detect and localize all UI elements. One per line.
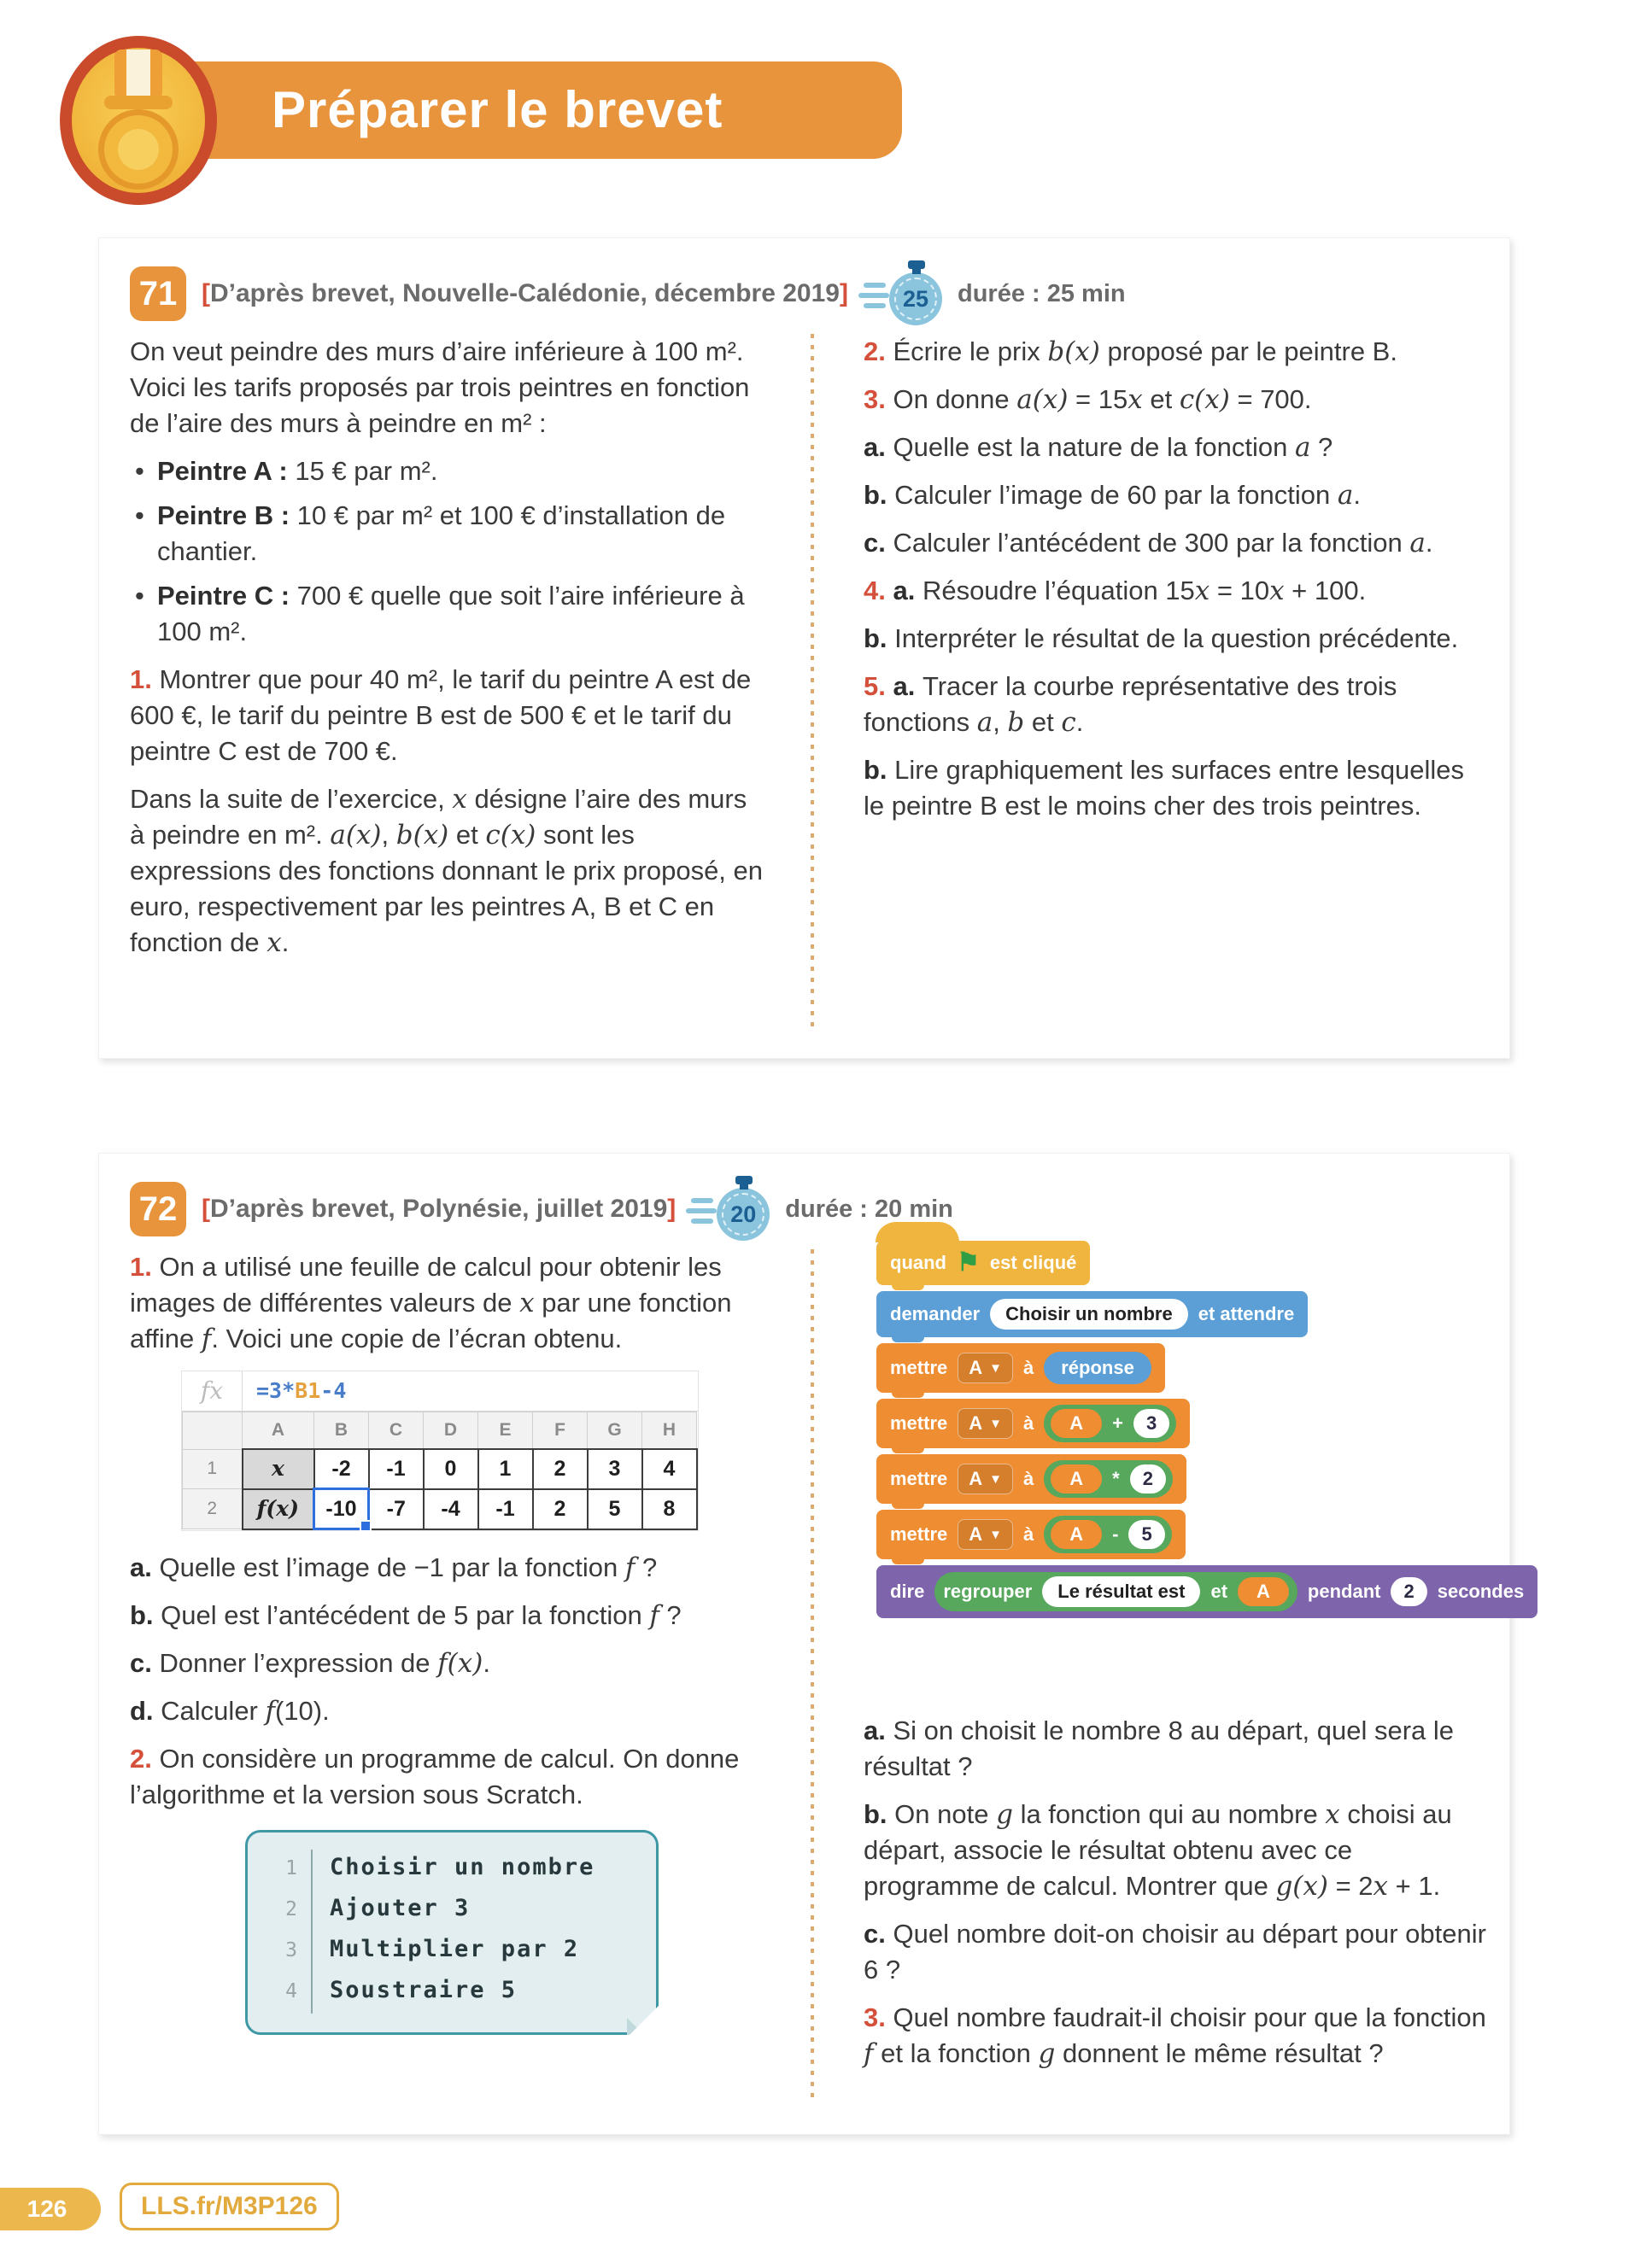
exercise-71-header <box>130 260 1126 327</box>
cell: 8 <box>642 1489 697 1529</box>
question-b: b. Quel est l’antécédent de 5 par la fonction f ? <box>130 1600 682 1631</box>
row-label: f(x) <box>243 1489 314 1529</box>
scratch-set-variable-block <box>876 1399 1190 1448</box>
exercise-71-right-column <box>864 334 1491 836</box>
number-input: 5 <box>1128 1520 1164 1549</box>
scratch-set-variable-block <box>876 1454 1186 1504</box>
column-header: F <box>533 1412 588 1450</box>
stopwatch-stem <box>912 268 921 274</box>
row-number: 1 <box>183 1449 243 1489</box>
block-label: et <box>1210 1581 1228 1602</box>
column-header: E <box>478 1412 533 1450</box>
chevron-down-icon: ▼ <box>989 1527 1002 1542</box>
number-input: 3 <box>1133 1409 1169 1438</box>
block-label: à <box>1023 1468 1034 1489</box>
cell: -1 <box>478 1489 533 1529</box>
question-2: 2. On considère un programme de calcul. On donne l’algorithme et la version sous Scratch. <box>130 1744 740 1809</box>
block-label: à <box>1023 1357 1034 1378</box>
scratch-set-variable-block <box>876 1510 1186 1559</box>
number-input: 2 <box>1130 1464 1166 1493</box>
page-fold <box>630 2006 659 2035</box>
variable-oval: A <box>1051 1464 1102 1493</box>
column-header: D <box>424 1412 478 1450</box>
cell: 1 <box>478 1449 533 1489</box>
row-label: x <box>243 1449 314 1489</box>
question-3c: c. Calculer l’antécédent de 300 par la fonction a. <box>864 528 1433 558</box>
operator-symbol: * <box>1112 1468 1120 1489</box>
line-divider <box>311 1891 313 1932</box>
cell: -4 <box>424 1489 478 1529</box>
line-number: 4 <box>285 1980 297 2002</box>
algorithm-line <box>248 1891 656 1932</box>
stopwatch-speedline <box>858 293 889 298</box>
question-b: b. On note g la fonction qui au nombre x choisi au départ, associe le résultat obtenu avec ce programme de calcul. Montrer que g(x) = 2x + 1. <box>864 1799 1452 1902</box>
cell: -2 <box>314 1449 369 1489</box>
exercise-source: [D’après brevet, Polynésie, juillet 2019] <box>202 1195 676 1223</box>
question-4b: b. Interpréter le résultat de la question précédente. <box>864 623 1459 653</box>
question-1: 1. On a utilisé une feuille de calcul pour obtenir les images de différentes valeurs de x par une fonction affine f. Voici une copie de l’écran obtenu. <box>130 1252 732 1354</box>
stopwatch-icon <box>864 260 942 327</box>
line-divider <box>311 1932 313 1973</box>
block-label: dire <box>890 1581 925 1602</box>
chevron-down-icon: ▼ <box>989 1471 1002 1487</box>
corner-cell <box>183 1412 243 1450</box>
block-label: à <box>1023 1412 1034 1434</box>
list-item: • Peintre C : 700 € quelle que soit l’aire inférieure à 100 m². <box>130 578 766 650</box>
cell: 5 <box>588 1489 642 1529</box>
cell: 2 <box>533 1449 588 1489</box>
cell: 2 <box>533 1489 588 1529</box>
spreadsheet-grid <box>182 1412 698 1530</box>
block-label: regrouper <box>943 1581 1033 1602</box>
block-label: mettre <box>890 1357 948 1378</box>
cell: 0 <box>424 1449 478 1489</box>
medal-loop <box>104 96 173 109</box>
exercise-72-card <box>98 1153 1525 2135</box>
variable-dropdown <box>958 1519 1013 1550</box>
table-row <box>183 1489 697 1529</box>
question-1: 1. Montrer que pour 40 m², le tarif du peintre A est de 600 €, le tarif du peintre B est de 500 € et le tarif du peintre C est de 700 €. <box>130 664 752 766</box>
question-a: a. Si on choisit le nombre 8 au départ, quel sera le résultat ? <box>864 1716 1455 1781</box>
scratch-set-variable-block <box>876 1343 1165 1393</box>
row-number: 2 <box>183 1489 243 1529</box>
scratch-ask-block <box>876 1291 1308 1337</box>
medal-icon <box>60 36 217 205</box>
formula-bar <box>182 1371 698 1412</box>
line-number: 3 <box>285 1939 297 1961</box>
green-flag-icon: ⚑ <box>957 1248 980 1277</box>
cell: 4 <box>642 1449 697 1489</box>
chevron-down-icon: ▼ <box>989 1360 1002 1376</box>
exercise-number-badge: 72 <box>130 1182 186 1236</box>
page-resource-link[interactable]: LLS.fr/M3P126 <box>120 2183 339 2230</box>
operator-subtract <box>1044 1516 1171 1553</box>
operator-symbol: + <box>1112 1412 1123 1434</box>
list-item: • Peintre B : 10 € par m² et 100 € d’installation de chantier. <box>130 498 766 570</box>
page-number-badge: 126 <box>0 2188 101 2230</box>
stopwatch-dial <box>717 1188 770 1241</box>
question-d: d. Calculer f(10). <box>130 1696 330 1727</box>
spreadsheet-figure <box>181 1371 699 1531</box>
question-c: c. Donner l’expression de f(x). <box>130 1648 490 1679</box>
line-divider <box>311 1973 313 2014</box>
variable-oval: A <box>1051 1409 1102 1438</box>
stopwatch-minutes: 20 <box>730 1201 757 1227</box>
algorithm-step: Multiplier par 2 <box>330 1936 580 1962</box>
question-4a: 4. a. Résoudre l’équation 15x = 10x + 100. <box>864 576 1367 606</box>
block-label: quand <box>890 1252 946 1273</box>
cell: 3 <box>588 1449 642 1489</box>
duration-label: durée : 20 min <box>785 1195 953 1223</box>
operator-join <box>934 1572 1297 1611</box>
fx-icon: fx <box>182 1371 243 1411</box>
chevron-down-icon: ▼ <box>989 1416 1002 1431</box>
line-number: 1 <box>285 1857 297 1879</box>
block-label: mettre <box>890 1468 948 1489</box>
exercise-number-badge: 71 <box>130 266 186 321</box>
cell: -1 <box>369 1449 424 1489</box>
duration-label: durée : 25 min <box>957 279 1126 307</box>
table-row <box>183 1449 697 1489</box>
question-3b: b. Calculer l’image de 60 par la fonction a. <box>864 480 1361 511</box>
algorithm-line <box>248 1932 656 1973</box>
stopwatch-speedline <box>686 1208 717 1213</box>
stopwatch-speedline <box>691 1198 713 1203</box>
column-header: C <box>369 1412 424 1450</box>
ask-text-input: Choisir un nombre <box>990 1299 1188 1330</box>
stopwatch-stem <box>740 1184 748 1190</box>
operator-multiply <box>1044 1460 1173 1498</box>
column-divider <box>811 334 814 1028</box>
variable-dropdown <box>958 1353 1013 1383</box>
scratch-program-figure <box>876 1220 1538 1624</box>
column-header-row <box>183 1412 697 1450</box>
column-header: H <box>642 1412 697 1450</box>
block-label: et attendre <box>1198 1303 1295 1324</box>
variable-oval: A <box>1238 1577 1289 1606</box>
paragraph: On veut peindre des murs d’aire inférieure à 100 m². Voici les tarifs proposés par trois peintres en fonction de l’aire des murs à peindre en m² : <box>130 336 750 438</box>
block-label: pendant <box>1307 1581 1381 1602</box>
exercise-71-card <box>98 237 1510 1059</box>
variable-name: A <box>969 1523 983 1545</box>
cell: -7 <box>369 1489 424 1529</box>
algorithm-box <box>245 1830 659 2035</box>
scratch-when-flag-clicked-block <box>876 1241 1090 1285</box>
exercise-source: [D’après brevet, Nouvelle-Calédonie, décembre 2019] <box>202 279 848 307</box>
block-label: à <box>1023 1523 1034 1545</box>
medal-ribbon <box>114 50 162 99</box>
formula-text: =3* B1 -4 <box>256 1378 347 1403</box>
page-title: Préparer le brevet <box>272 81 723 138</box>
answer-reporter: réponse <box>1044 1352 1151 1384</box>
algorithm-step: Soustraire 5 <box>330 1977 518 2003</box>
join-text-input: Le résultat est <box>1042 1576 1200 1607</box>
stopwatch-speedline <box>864 303 886 308</box>
paragraph: Dans la suite de l’exercice, x désigne l’aire des murs à peindre en m². a(x), b(x) et c(x) sont les expressions des fonctions donnant le prix proposé, en euro, respectivement par les peintres A, B et C en fonction de x. <box>130 784 764 958</box>
list-item: • Peintre A : 15 € par m². <box>130 453 766 489</box>
exercise-71-left-column <box>130 334 766 973</box>
variable-dropdown <box>958 1464 1013 1494</box>
operator-add <box>1044 1405 1176 1442</box>
block-label: mettre <box>890 1412 948 1434</box>
block-label: demander <box>890 1303 981 1324</box>
exercise-72-header <box>130 1176 953 1242</box>
variable-dropdown <box>958 1408 1013 1439</box>
variable-name: A <box>969 1468 983 1489</box>
question-5a: 5. a. Tracer la courbe représentative des trois fonctions a, b et c. <box>864 671 1397 738</box>
variable-oval: A <box>1051 1520 1102 1549</box>
column-header: B <box>314 1412 369 1450</box>
question-3: 3. Quel nombre faudrait-il choisir pour que la fonction f et la fonction g donnent le même résultat ? <box>864 2002 1486 2069</box>
column-header: A <box>243 1412 314 1450</box>
stopwatch-icon <box>691 1176 770 1242</box>
stopwatch-minutes: 25 <box>902 285 928 312</box>
tariff-list <box>130 453 766 650</box>
question-2: 2. Écrire le prix b(x) proposé par le peintre B. <box>864 336 1397 367</box>
algorithm-step: Ajouter 3 <box>330 1895 471 1921</box>
stopwatch-speedline <box>864 283 886 288</box>
question-3a: a. Quelle est la nature de la fonction a ? <box>864 432 1333 463</box>
block-label: est cliqué <box>989 1252 1077 1273</box>
variable-name: A <box>969 1357 983 1378</box>
exercise-72-left-column <box>130 1249 766 2035</box>
algorithm-step: Choisir un nombre <box>330 1854 595 1880</box>
line-divider <box>311 1850 313 1891</box>
algorithm-line <box>248 1973 656 2014</box>
question-5b: b. Lire graphiquement les surfaces entre lesquelles le peintre B est le moins cher des trois peintres. <box>864 755 1465 821</box>
question-a: a. Quelle est l’image de −1 par la fonction f ? <box>130 1552 658 1583</box>
line-number: 2 <box>285 1898 297 1920</box>
algorithm-line <box>248 1850 656 1891</box>
block-label: secondes <box>1437 1581 1525 1602</box>
question-c: c. Quel nombre doit-on choisir au départ pour obtenir 6 ? <box>864 1919 1486 1984</box>
block-label: mettre <box>890 1523 948 1545</box>
scratch-say-block <box>876 1565 1538 1618</box>
column-divider <box>811 1249 814 2104</box>
medal-disc <box>98 109 179 190</box>
exercise-72-right-column <box>864 1713 1491 2084</box>
number-input: 2 <box>1391 1577 1426 1606</box>
stopwatch-speedline <box>691 1219 713 1224</box>
variable-name: A <box>969 1412 983 1434</box>
stopwatch-dial <box>889 272 942 325</box>
column-header: G <box>588 1412 642 1450</box>
question-3: 3. On donne a(x) = 15x et c(x) = 700. <box>864 384 1312 415</box>
selected-cell: -10 <box>314 1489 369 1529</box>
operator-symbol: - <box>1112 1523 1119 1545</box>
